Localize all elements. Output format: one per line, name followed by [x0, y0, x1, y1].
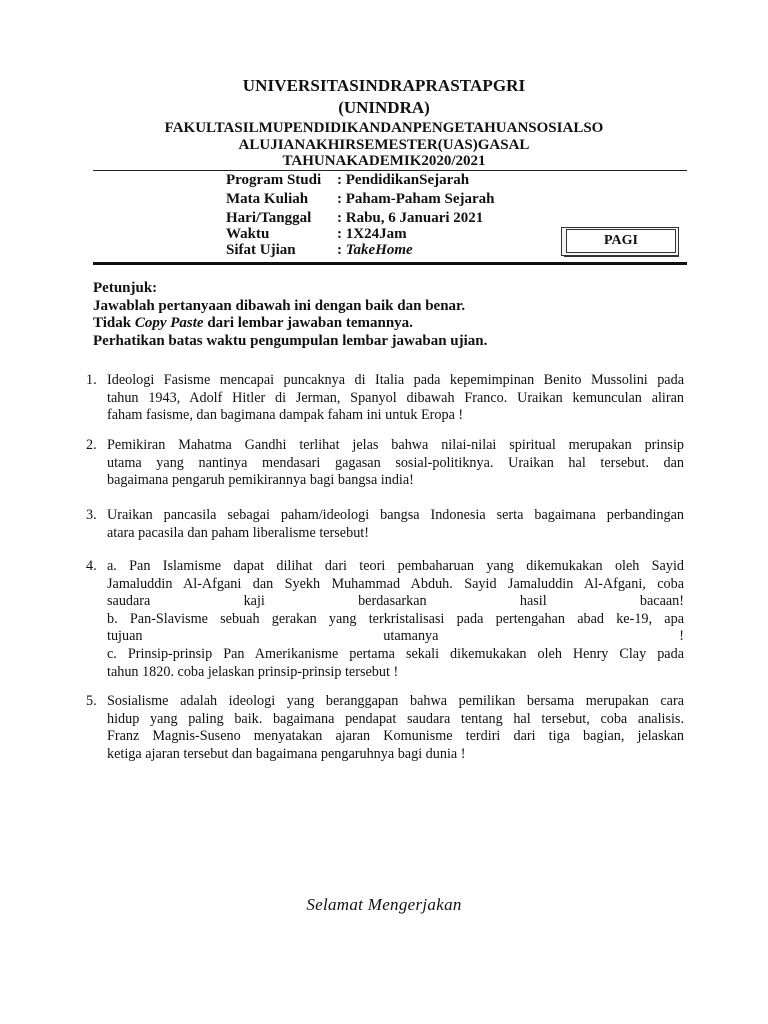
question-line: tujuan utamanya !	[107, 628, 684, 645]
question-line: c. Prinsip-prinsip Pan Amerikanisme pertama sekali dikemukakan oleh Henry Clay pada	[107, 645, 684, 662]
question-line: atara pacasila dan paham liberalisme tersebut!	[107, 524, 369, 541]
question-line: faham fasisme, dan bagimana dampak faham ini untuk Eropa !	[107, 407, 464, 424]
question-line: hidup yang paling baik. bagaimana pendapat saudara tentang hal tersebut, coba analisis.	[107, 710, 684, 727]
instructions-title: Petunjuk:	[93, 280, 158, 296]
info-value: : Rabu, 6 Januari 2021	[337, 210, 484, 226]
session-badge	[561, 227, 679, 256]
info-value: : 1X24Jam	[337, 226, 407, 242]
question-number: 2.	[86, 437, 97, 453]
question-line: Uraikan pancasila sebagai paham/ideologi bangsa Indonesia serta bagaimana perbandingan	[107, 507, 684, 523]
question-4	[86, 558, 684, 681]
question-line: tahun 1943, Adolf Hitler di Jerman, Spanyol dibawah Franco. Uraikan kemunculan aliran	[107, 389, 684, 406]
university-name: UNIVERSITASINDRAPRASTAPGRI	[242, 76, 526, 95]
question-line: Ideologi Fasisme mencapai puncaknya di Italia pada kepemimpinan Benito Mussolini pada	[107, 372, 684, 388]
question-line: Sosialisme adalah ideologi yang beranggapan bahwa pemilikan bersama merupakan cara	[107, 693, 684, 709]
question-number: 3.	[86, 507, 97, 523]
info-value: : Paham-Paham Sejarah	[337, 191, 495, 207]
info-label: Waktu	[226, 226, 270, 242]
question-1	[86, 372, 684, 425]
info-label: Hari/Tanggal	[226, 210, 312, 226]
question-line: ketiga ajaran tersebut dan bagaimana pengaruhnya bagi dunia !	[107, 745, 466, 762]
question-5	[86, 693, 684, 763]
question-line: bagaimana pengaruh pemikirannya bagi bangsa india!	[107, 472, 414, 489]
instruction-line-3: Perhatikan batas waktu pengumpulan lembar jawaban ujian.	[93, 332, 488, 349]
exam-title: ALUJIANAKHIRSEMESTER(UAS)GASAL	[238, 137, 530, 153]
question-number: 4.	[86, 558, 97, 574]
info-label: Program Studi	[226, 172, 322, 188]
session-badge-label: PAGI	[566, 229, 676, 253]
question-2	[86, 437, 684, 490]
question-line: Pemikiran Mahatma Gandhi terlihat jelas bahwa nilai-nilai spiritual merupakan prinsip	[107, 437, 684, 453]
info-divider	[93, 262, 687, 265]
info-label: Mata Kuliah	[226, 191, 309, 207]
question-line: a. Pan Islamisme dapat dilihat dari teori pembaharuan yang dikemukakan oleh Sayid	[107, 558, 684, 574]
closing-message: Selamat Mengerjakan	[306, 895, 462, 914]
question-line: tahun 1820. coba jelaskan prinsip-prinsip tersebut !	[107, 663, 399, 680]
instruction-line-1: Jawablah pertanyaan dibawah ini dengan baik dan benar.	[93, 297, 466, 314]
question-line: Jamaluddin Al-Afgani dan Syekh Muhammad Abduh. Sayid Jamaluddin Al-Afgani, coba	[107, 575, 684, 592]
question-line: utama yang nantinya mendasari gagasan sosial-politiknya. Uraikan hal tersebut. dan	[107, 454, 684, 471]
info-label: Sifat Ujian	[226, 242, 296, 258]
academic-year: TAHUNAKADEMIK2020/2021	[282, 153, 486, 169]
university-abbreviation: (UNINDRA)	[338, 98, 430, 117]
info-value: : PendidikanSejarah	[337, 172, 470, 188]
question-line: Franz Magnis-Suseno menyatakan ajaran Komunisme terdiri dari tiga bagian, jelaskan	[107, 728, 684, 745]
question-number: 5.	[86, 693, 97, 709]
instructions	[93, 280, 693, 350]
question-line: saudara kaji berdasarkan hasil bacaan!	[107, 593, 684, 610]
question-line: b. Pan-Slavisme sebuah gerakan yang terkristalisasi pada pertengahan abad ke-19, apa	[107, 610, 684, 627]
question-number: 1.	[86, 372, 97, 388]
session-badge-shadow	[564, 255, 679, 257]
info-value: : TakeHome	[337, 242, 413, 258]
instruction-line-2: Tidak Copy Paste dari lembar jawaban temannya.	[93, 315, 413, 331]
question-3	[86, 507, 684, 542]
header-divider	[93, 170, 687, 171]
faculty-name: FAKULTASILMUPENDIDIKANDANPENGETAHUANSOSIALSO	[164, 120, 604, 136]
